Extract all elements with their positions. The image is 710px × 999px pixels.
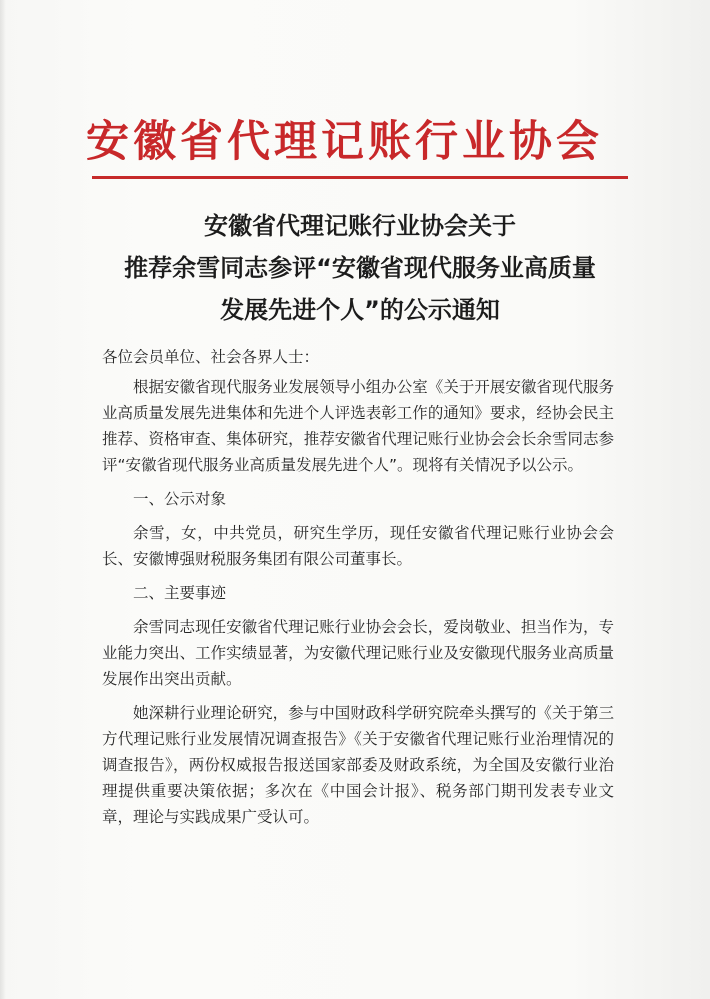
intro-paragraph: 根据安徽省现代服务业发展领导小组办公室《关于开展安徽省现代服务业高质量发展先进集体和先进个人评选表彰工作的通知》要求，经协会民主推荐、资格审查、集体研究，推荐安徽省代理记账行业协会会长余雪同志参评“安徽省现代服务业高质量发展先进个人”。现将有关情况予以公示。 [102, 378, 614, 474]
section-2-heading: 二、主要事迹 [133, 584, 227, 602]
title-line-3: 发展先进个人”的公示通知 [220, 296, 500, 324]
letterhead-red-rule [92, 176, 628, 179]
title-line-2: 推荐余雪同志参评“安徽省现代服务业高质量 [124, 254, 596, 282]
page-edge-shadow [0, 0, 6, 999]
title-line-1: 安徽省代理记账行业协会关于 [204, 212, 516, 240]
salutation: 各位会员单位、社会各界人士： [102, 348, 320, 366]
notice-title [80, 205, 640, 331]
section-2-paragraph-1: 余雪同志现任安徽省代理记账行业协会会长，爱岗敬业、担当作为，专业能力突出、工作实绩显著，为安徽代理记账行业及安徽现代服务业高质量发展作出突出贡献。 [102, 618, 614, 688]
letterhead-org-name: 安徽省代理记账行业协会 [86, 117, 603, 167]
section-2-paragraph-2: 她深耕行业理论研究，参与中国财政科学研究院牵头撰写的《关于第三方代理记账行业发展情况调查报告》《关于安徽省代理记账行业治理情况的调查报告》，两份权威报告报送国家部委及财政系统，为全国及安徽行业治理提供重要决策依据；多次在《中国会计报》、税务部门期刊发表专业文章，理论与实践成果广受认可。 [102, 704, 614, 826]
notice-body [102, 344, 614, 830]
section-1-text: 余雪，女，中共党员，研究生学历，现任安徽省代理记账行业协会会长、安徽博强财税服务集团有限公司董事长。 [102, 524, 614, 568]
section-1-heading: 一、公示对象 [133, 490, 227, 508]
